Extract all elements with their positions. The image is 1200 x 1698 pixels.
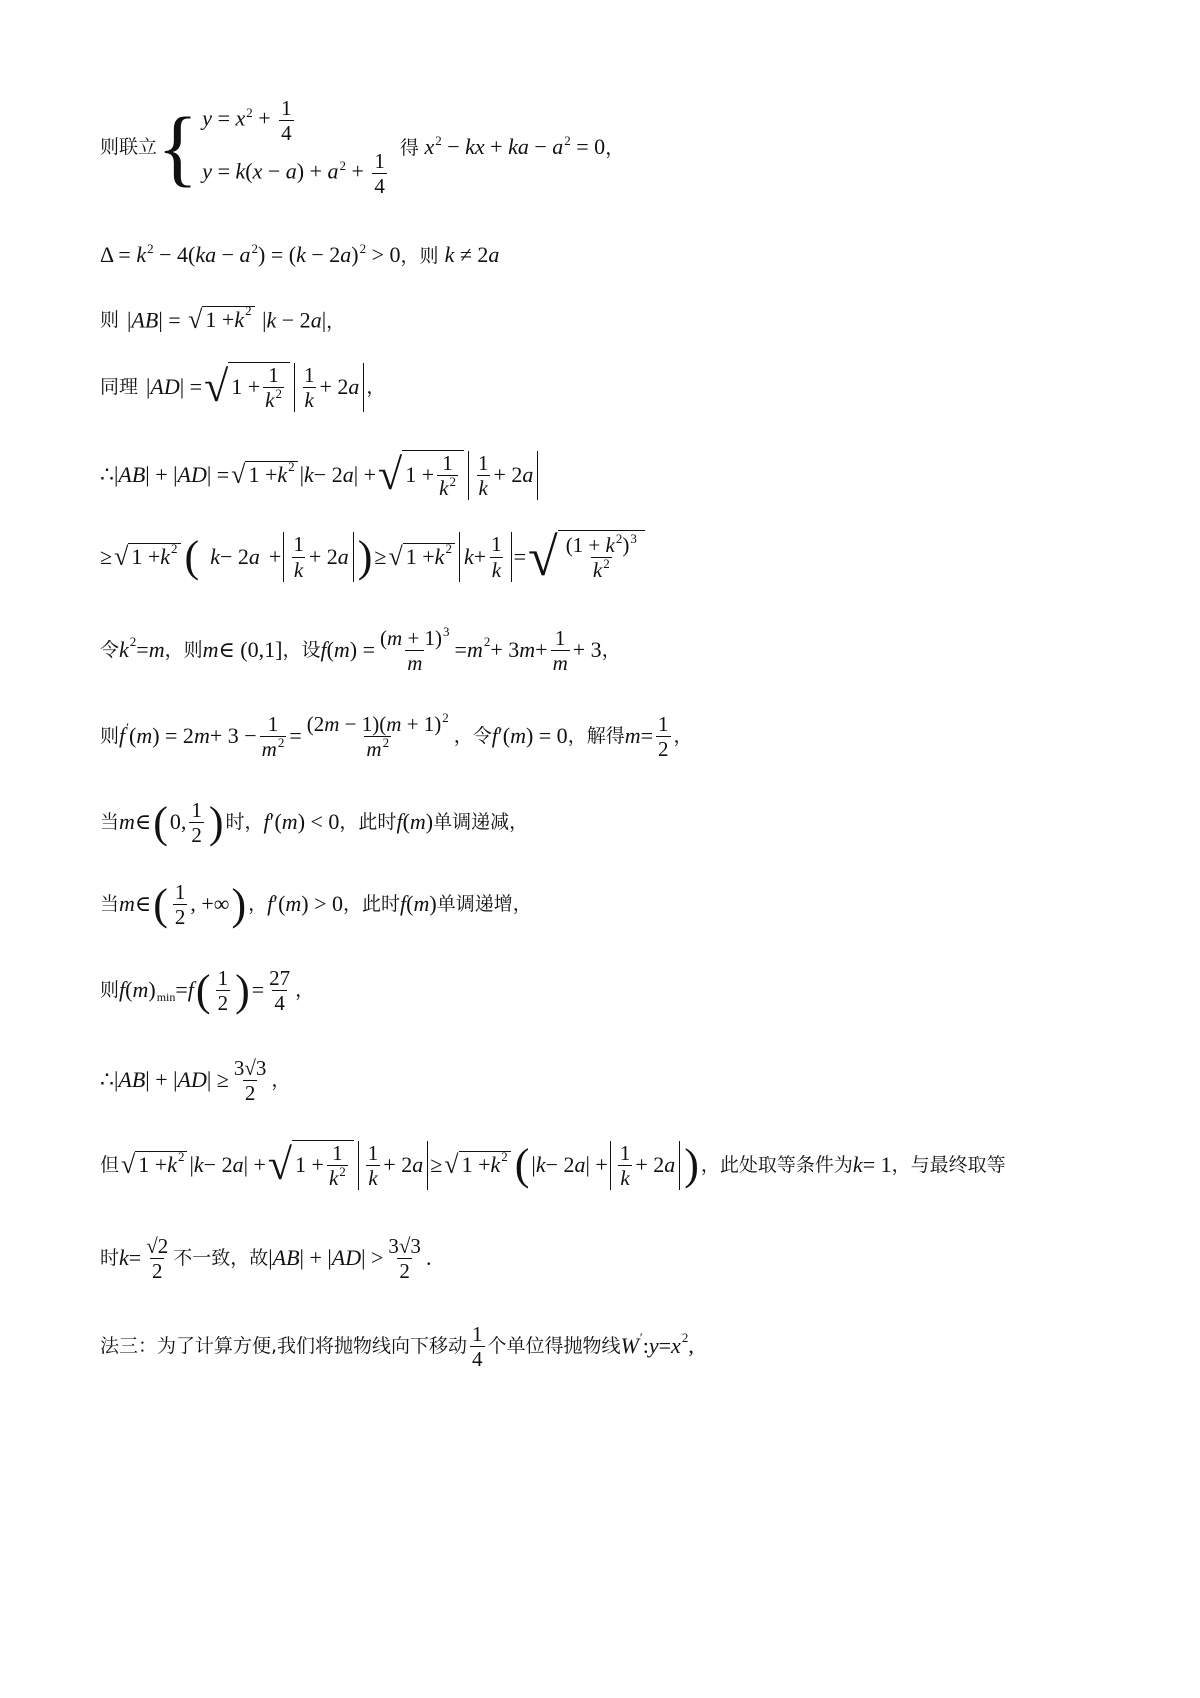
lower-bound: ∴| AB | + | AD | ≥ $\frac{3√3}{2}$ ，: [100, 1056, 291, 1106]
text-then-combine: 则联立: [100, 135, 158, 158]
inequality-chain: ≥ √ 1 + k 2 ( k − 2 a + $\frac{1}{k}$ + 2 a ) ≥ √ 1 + k 2 k + $\frac{1}{k}$ = √ $\frac{(1 + k^2)^3}{k^2}$: [100, 530, 647, 584]
line-4: 同理 | AD | = √ 1 + $\frac{1}{k^2}$ $\frac{1}{k}$ + 2 a ，: [100, 362, 386, 413]
minimum-value: 则 f ( m ) min = f ( $\frac{1}{2}$ ) = $\frac{27}{4}$ ，: [100, 965, 315, 1016]
conclusion: 时 k = $\frac{√2}{2}$ 不一致，故 | AB | + | AD | > $\frac{3√3}{2}$ .: [100, 1234, 432, 1284]
line-3: 则 |AB| = √ 1 + k 2 |k − 2a|，: [100, 303, 346, 334]
derivative: 则 f ′ ( m ) = 2 m + 3 − $\frac{1}{m^2}$ = $\frac{(2m - 1)(m + 1)^2}{m^2}$ ，令 f ′( m ) = 0 ，解得 m = $\frac{1}{2}$ ，: [100, 710, 693, 762]
equality-condition: 但 √ 1 + k 2 | k − 2 a | + √ 1 + $\frac{1}{k^2}$ $\frac{1}{k}$ + 2 a ≥ √ 1 + k 2 ( | k − 2 a | + $\frac{1}{k}$ + 2 a ) ，此处取等条件为 k = 1 ，与最终取等: [100, 1140, 1006, 1191]
line-12: [100, 1056, 290, 1105]
line-1: [100, 96, 624, 199]
ad-length: | AD | = √ 1 + $\frac{1}{k^2}$ $\frac{1}{k}$ + 2 a ，: [146, 362, 386, 413]
left-brace: {: [157, 99, 199, 196]
line-5: [100, 450, 540, 500]
line-6: [100, 527, 647, 587]
method-three: 法三：为了计算方便,我们将抛物线向下移动 $\frac{1}{4}$ 个单位得抛物线 W ′ : y = x 2 ,: [100, 1322, 694, 1372]
line-9: [100, 798, 528, 847]
line-11: [100, 966, 314, 1015]
sum-expression: ∴| AB | + | AD | = √ 1 + k 2 | k − 2 a | + √ 1 + $\frac{1}{k^2}$ $\frac{1}{k}$ + 2 a: [100, 450, 540, 500]
decreasing-interval: 当 m ∈ ( 0, $\frac{1}{2}$ ) 时， f ′( m ) < 0 ，此时 f ( m ) 单调递减，: [100, 797, 529, 848]
substitution: 令 k 2 = m ，则 m ∈ (0,1] ，设 f ( m ) = $\frac{(m + 1)^3}{m}$ = m 2 + 3 m + $\frac{1}{m}$ + 3 ，: [100, 624, 621, 676]
line-8: [100, 712, 693, 761]
result-equation: 得 $x^2$ − kx + ka − $a^2 = 0$，: [399, 133, 625, 160]
discriminant: $\Delta = k^2 - 4(ka - a^2) = (k - 2a)^2 > 0$，则 k ≠ 2a: [100, 241, 500, 267]
increasing-interval: 当 m ∈ ( $\frac{1}{2}$ , +∞ ) ， f ′( m ) > 0 ，此时 f ( m ) 单调递增，: [100, 879, 532, 930]
line-13: [100, 1140, 1006, 1190]
line-15: [100, 1322, 694, 1371]
line-14: [100, 1234, 431, 1283]
line-7: [100, 626, 621, 675]
equation-1: $y = x^2$ + $\frac{1}{4}$: [202, 96, 292, 146]
line-2: [100, 242, 499, 268]
ab-length: |AB| = √ 1 + k 2 |k − 2a|，: [127, 303, 346, 334]
equation-system: [202, 96, 390, 199]
equation-2: $y = k(x - a) + a^2$ + $\frac{1}{4}$: [202, 149, 385, 199]
line-10: [100, 880, 532, 929]
